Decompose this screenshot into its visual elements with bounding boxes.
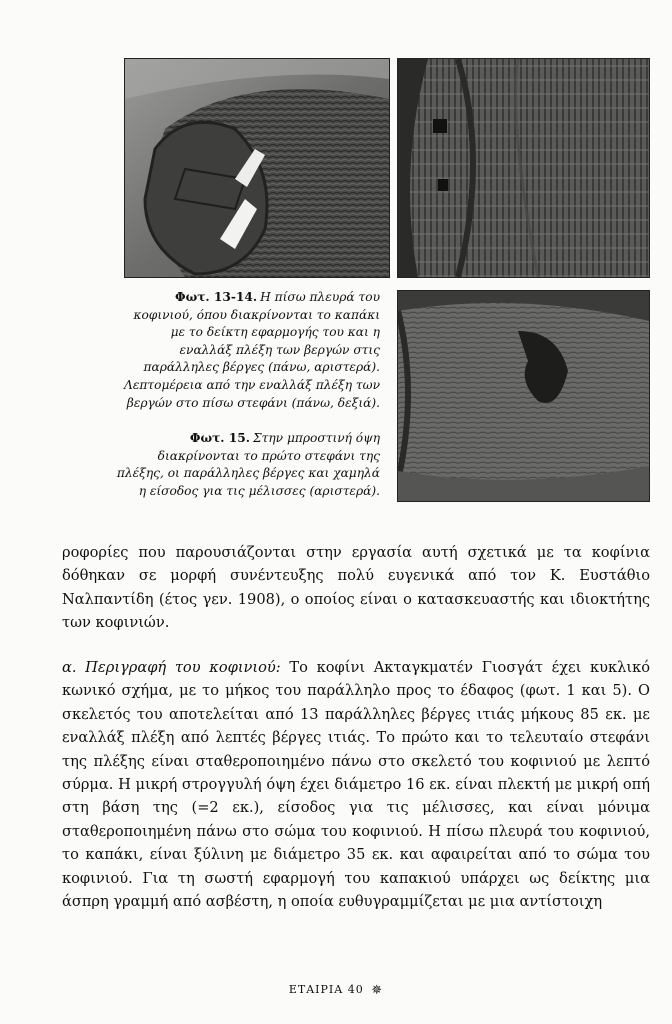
front-view-image bbox=[398, 291, 649, 501]
caption-label: Φωτ. 13-14. bbox=[174, 290, 258, 304]
paragraph-text: Το κοφίνι Ακταγκματέν Γιοσγάτ έχει κυκλικό κωνικό σχήμα, με το μήκος του παράλληλο προς το έδαφος (φωτ. 1 και 5). Ο σκελετός του αποτελείται από 13 παράλληλες βέργες ιτιάς μήκους 85 εκ. με εναλλάξ πλέξη από λεπτές βέργες ιτιάς. Το πρώτο και το τελευταίο στεφάνι της πλέξης είναι σταθεροποιημένο πάνω στο σκελετό του κοφινιού με λεπτό σύρμα. Η μικρή στρογγυλή όψη έχει διάμετρο 16 εκ. είναι πλεκτή με μικρή οπή στη βάση της (=2 εκ.), είσοδος για τις μέλισσες, και είναι μόνιμα σταθεροποιημένη πάνω στο σώμα του κοφινιού. Η πίσω πλευρά του κοφινιού, το καπάκι, είναι ξύλινη με διάμετρο 35 εκ. και αφαιρείται από το σώμα του κοφινιού. Για τη σωστή εφαρμογή του καπακιού υπάρχει ως δείκτης μια άσπρη γραμμή από ασβέστη, η οποία ευθυγραμμίζεται με μια αντίστοιχη bbox=[62, 659, 651, 911]
section-heading: α. Περιγραφή του κοφινιού: bbox=[62, 659, 281, 676]
photo-weave-detail bbox=[397, 58, 650, 278]
photo-caption-15 bbox=[108, 430, 380, 500]
star-ornament-icon: ✵ bbox=[371, 983, 384, 998]
page-number: 40 bbox=[347, 983, 364, 996]
caption-text: Η πίσω πλευρά του κοφινιού, όπου διακρίνονται το καπάκι με το δείκτη εφαρμογής του και η εναλλάξ πλέξη των βεργών στις παράλληλες βέργες (πάνω, αριστερά). Λεπτομέρεια από την εναλλάξ πλέξη των βεργών στο πίσω στεφάνι (πάνω, δεξιά). bbox=[124, 290, 380, 410]
photo-front-view bbox=[397, 290, 650, 502]
photo-beehive-back bbox=[124, 58, 390, 278]
beehive-back-image bbox=[125, 59, 389, 277]
paragraph-text: ροφορίες που παρουσιάζονται στην εργασία αυτή σχετικά με τα κοφίνια δόθηκαν σε μορφή συνέντευξης πολύ ευγενικά από τον Κ. Ευστάθιο Ναλπαντίδη (έτος γεν. 1908), ο οποίος είναι ο κατασκευαστής και ιδιοκτήτης των κοφινιών. bbox=[62, 544, 650, 632]
caption-text: Στην μπροστινή όψη διακρίνονται το πρώτο στεφάνι της πλέξης, οι παράλληλες βέργες και χαμηλά η είσοδος για τις μέλισσες (αριστερά). bbox=[116, 431, 380, 498]
body-paragraph bbox=[62, 541, 650, 635]
page-footer bbox=[0, 983, 672, 998]
weave-detail-image bbox=[398, 59, 649, 277]
body-paragraph bbox=[62, 656, 650, 913]
caption-label: Φωτ. 15. bbox=[189, 431, 250, 445]
photo-caption-13-14 bbox=[118, 289, 380, 412]
journal-name: ΕΤΑΙΡΙΑ bbox=[288, 983, 344, 996]
